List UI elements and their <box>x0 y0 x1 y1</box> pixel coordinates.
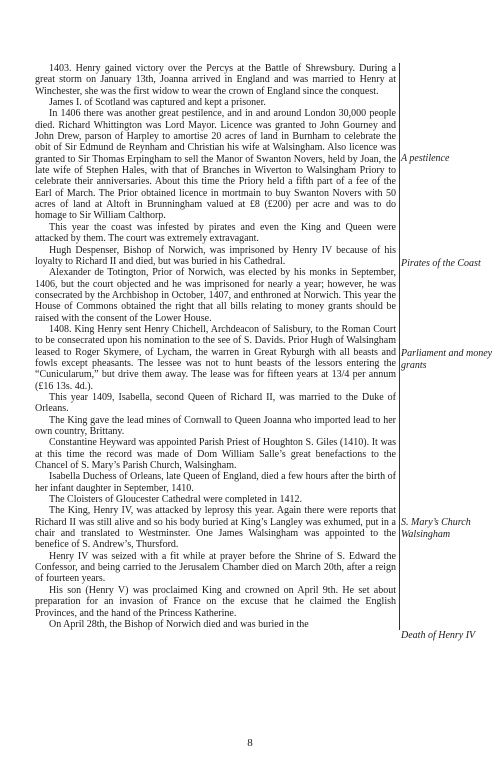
paragraph: His son (Henry V) was proclaimed King and crowned on April 9th. He set about preparation for an invasion of France on the excuse that he claimed the English Provinces, and the hand of the Princess Katherine. <box>35 584 396 619</box>
paragraph: In 1406 there was another great pestilence, and in and around London 30,000 people died. Richard Whittington was Lord Mayor. Licence was granted to John Gourney and John Drew, parson of Harpley to amortise 20 acres of land in Burnham to celebrate the obit of Sir Edmund de Reynham and Christian his wife at Walsingham. Also licence was granted to Sir Thomas Erpingham to sell the Manor of Swanton Novers, held by Joan, the late wife of Stephen Hales, with that of Branches in Wiverton to Walsingham Priory to celebrate their anniversaries. About this time the Priory held a fifth part of a fee of the Earl of March. The Prior obtained licence in mortmain to buy Swanton Novers with 50 acres of land at Altoft in Brunningham valued at £8 (£200) per acre and was to do homage to Sir William Calthorp. <box>35 108 396 222</box>
margin-note-death: Death of Henry IV <box>401 630 476 641</box>
paragraph: This year the coast was infested by pirates and even the King and Queen were attacked by them. The court was extremely extravagant. <box>35 221 396 245</box>
paragraph: 1403. Henry gained victory over the Percys at the Battle of Shrewsbury. During a great storm on January 13th, Joanna arrived in England and was married to Henry at Winchester, she was the first widow to wear the crown of England since the conquest. <box>35 63 396 97</box>
paragraph: James I. of Scotland was captured and kept a prisoner. <box>49 97 266 109</box>
paragraph: The Cloisters of Gloucester Cathedral were completed in 1412. <box>49 494 302 506</box>
margin-note-pestilence: A pestilence <box>401 153 450 164</box>
margin-note-parliament: Parliament and money grants <box>401 348 493 371</box>
paragraph: Isabella Duchess of Orleans, late Queen of England, died a few hours after the birth of her infant daughter in September, 1410. <box>35 471 396 494</box>
page-number: 8 <box>247 737 253 749</box>
paragraph: Hugh Despenser, Bishop of Norwich, was imprisoned by Henry IV because of his loyalty to Richard II and died, but was buried in his Cathedral. <box>35 244 396 267</box>
paragraph: The King gave the lead mines of Cornwall to Queen Joanna who imported lead to her own country, Brittany. <box>35 414 396 437</box>
paragraph: Alexander de Totington, Prior of Norwich, was elected by his monks in September, 1406, but the court objected and he was imprisoned for nearly a year; however, he was consecrated by the Archbishop in October, 1407, and enthroned at Norwich. This year the House of Commons obtained the right that all bills relating to money grants should be raised with the consent of the Lower House. <box>35 267 396 324</box>
paragraph: The King, Henry IV, was attacked by leprosy this year. Again there were reports that Richard II was still alive and so his body buried at King’s Langley was exhumed, put in a chair and translated to Westminster. One James Walsingham was appointed to the benefice of S. Andrew’s, Thursford. <box>35 505 396 551</box>
paragraph: 1408. King Henry sent Henry Chichell, Archdeacon of Salisbury, to the Roman Court to be consecrated upon his nomination to the see of S. Davids. Prior Hugh of Walsingham leased to Roger Skymere, of Lycham, the warren in Great Ryburgh with all beasts and fowls except pheasants. The lessee was not to hunt beasts of the lessors entering the “Cunicularum,” but drive them away. The lease was for fifteen years at 13/4 per annum (£16 13s. 4d.). <box>35 323 396 392</box>
margin-note-church: S. Mary’s Church Walsingham <box>401 517 471 540</box>
paragraph: Henry IV was seized with a fit while at prayer before the Shrine of S. Edward the Confessor, and being carried to the Jerusalem Chamber died on March 20th, after a reign of fourteen years. <box>35 550 396 585</box>
margin-note-pirates: Pirates of the Coast <box>401 258 481 269</box>
paragraph: This year 1409, Isabella, second Queen of Richard II, was married to the Duke of Orleans. <box>35 391 396 415</box>
paragraph: Constantine Heyward was appointed Parish Priest of Houghton S. Giles (1410). It was at this time the record was made of Dom William Salle’s great benefactions to the Chancel of S. Mary’s Parish Church, Walsingham. <box>35 437 396 472</box>
body-text-column <box>35 63 400 630</box>
paragraph: On April 28th, the Bishop of Norwich died and was buried in the <box>49 618 309 630</box>
